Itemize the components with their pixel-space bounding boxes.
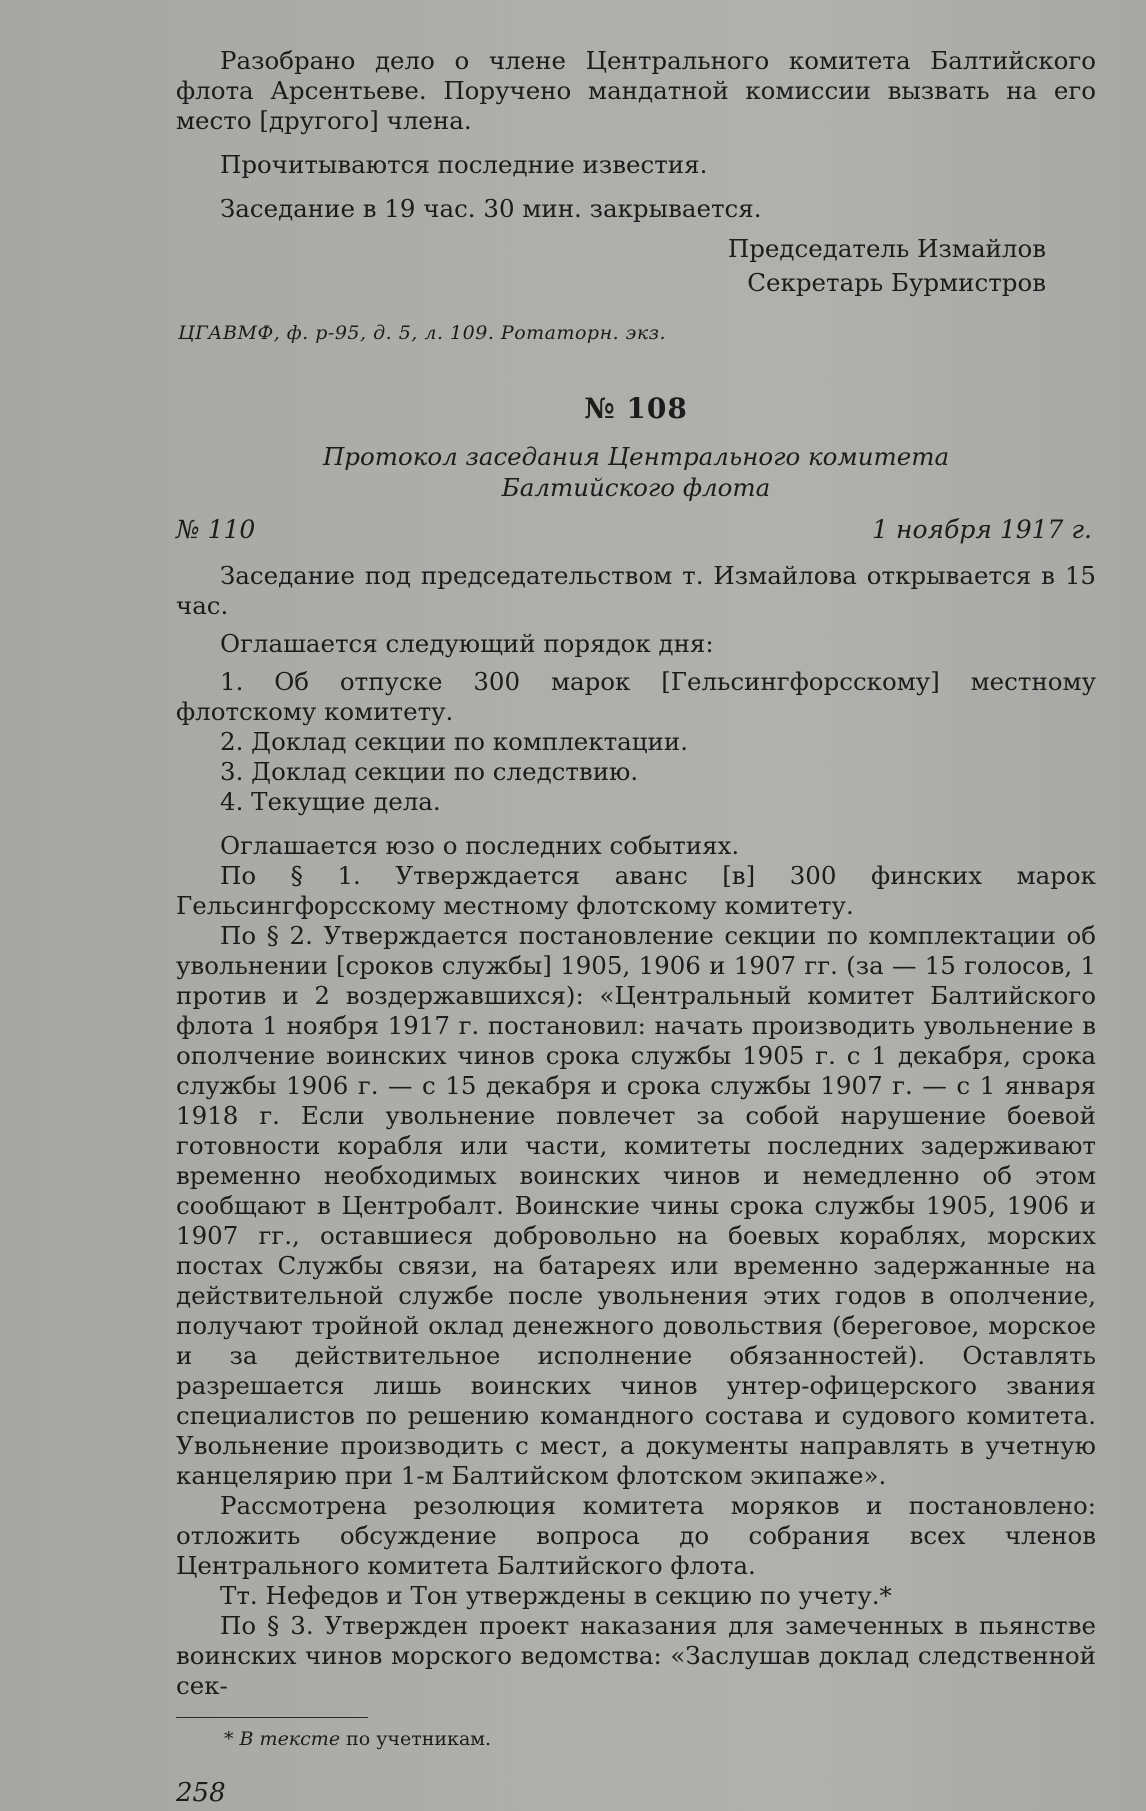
document-title	[176, 441, 1096, 503]
agenda-item: 1. Об отпуске 300 марок [Гельсингфорсскому] местному флотскому комитету.	[176, 667, 1096, 726]
paragraph-opening: Заседание под председательством т. Измайлова открывается в 15 час.	[176, 561, 1096, 620]
footnote-marker: *	[224, 1728, 234, 1750]
protocol-date: 1 ноября 1917 г.	[872, 515, 1092, 544]
paragraph-nefedov: Тт. Нефедов и Тон утверждены в секцию по учету.*	[220, 1581, 892, 1610]
footnote-divider	[176, 1717, 368, 1718]
paragraph-arsentyev: Разобрано дело о члене Центрального комитета Балтийского флота Арсентьеве. Поручено мандатной комиссии вызвать на его место [другого] члена.	[176, 46, 1096, 135]
page-number: 258	[176, 1778, 226, 1808]
paragraph-agenda-intro: Оглашается следующий порядок дня:	[220, 629, 714, 658]
paragraph-item-1: По § 1. Утверждается аванс [в] 300 финских марок Гельсингфорсскому местному флотскому комитету.	[176, 861, 1096, 920]
document-number: № 108	[584, 392, 688, 425]
agenda-item: 4. Текущие дела.	[220, 787, 441, 816]
footnote-italic: В тексте	[239, 1728, 341, 1750]
text-column	[176, 46, 1096, 1808]
agenda-item: 2. Доклад секции по комплектации.	[220, 727, 688, 756]
protocol-number: № 110	[176, 515, 256, 544]
title-line-2: Балтийского флота	[501, 473, 771, 502]
agenda-list	[176, 667, 1096, 817]
paragraph-item-2: По § 2. Утверждается постановление секции по комплектации об увольнении [сроков службы] 1905, 1906 и 1907 гг. (за — 15 голосов, 1 против и 2 воздержавшихся): «Центральный комитет Балтийского флота 1 ноября 1917 г. постановил: начать производить увольнение в ополчение воинских чинов срока службы 1905 г. с 1 декабря, срока службы 1906 г. — с 15 декабря и срока службы 1907 г. — с 1 января 1918 г. Если увольнение повлечет за собой нарушение боевой готовности корабля или части, комитеты последних задерживают временно необходимых воинских чинов и немедленно об этом сообщают в Центробалт. Воинские чины срока службы 1905, 1906 и 1907 гг., оставшиеся добровольно на боевых кораблях, морских постах Службы связи, на батареях или временно задержанные на действительной службе после увольнения этих годов в ополчение, получают тройной оклад денежного довольствия (береговое, морское и за действительное исполнение обязанностей). Оставлять разрешается лишь воинских чинов унтер-офицерского звания специалистов по решению командного состава и судового комитета. Увольнение производить с мест, а документы направлять в учетную канцелярию при 1-м Балтийском флотском экипаже».	[176, 921, 1096, 1490]
footnote-text: по учетникам.	[346, 1728, 492, 1750]
title-line-1: Протокол заседания Центрального комитета	[322, 442, 950, 471]
signature-secretary: Секретарь Бурмистров	[747, 268, 1046, 297]
paragraph-item-3: По § 3. Утвержден проект наказания для замеченных в пьянстве воинских чинов морского ведомства: «Заслушав доклад следственной сек-	[176, 1611, 1096, 1700]
paragraph-session-closed: Заседание в 19 час. 30 мин. закрывается.	[220, 194, 762, 223]
signature-chairman: Председатель Измайлов	[727, 234, 1046, 263]
paragraph-news-read: Прочитываются последние известия.	[220, 150, 708, 179]
footnote	[176, 1728, 1096, 1750]
paragraph-news: Оглашается юзо о последних событиях.	[220, 831, 740, 860]
archive-source: ЦГАВМФ, ф. р-95, д. 5, л. 109. Ротаторн. экз.	[178, 322, 667, 344]
paragraph-resolution: Рассмотрена резолюция комитета моряков и постановлено: отложить обсуждение вопроса до собрания всех членов Центрального комитета Балтийского флота.	[176, 1491, 1096, 1580]
protocol-meta	[176, 513, 1096, 547]
agenda-item: 3. Доклад секции по следствию.	[220, 757, 639, 786]
